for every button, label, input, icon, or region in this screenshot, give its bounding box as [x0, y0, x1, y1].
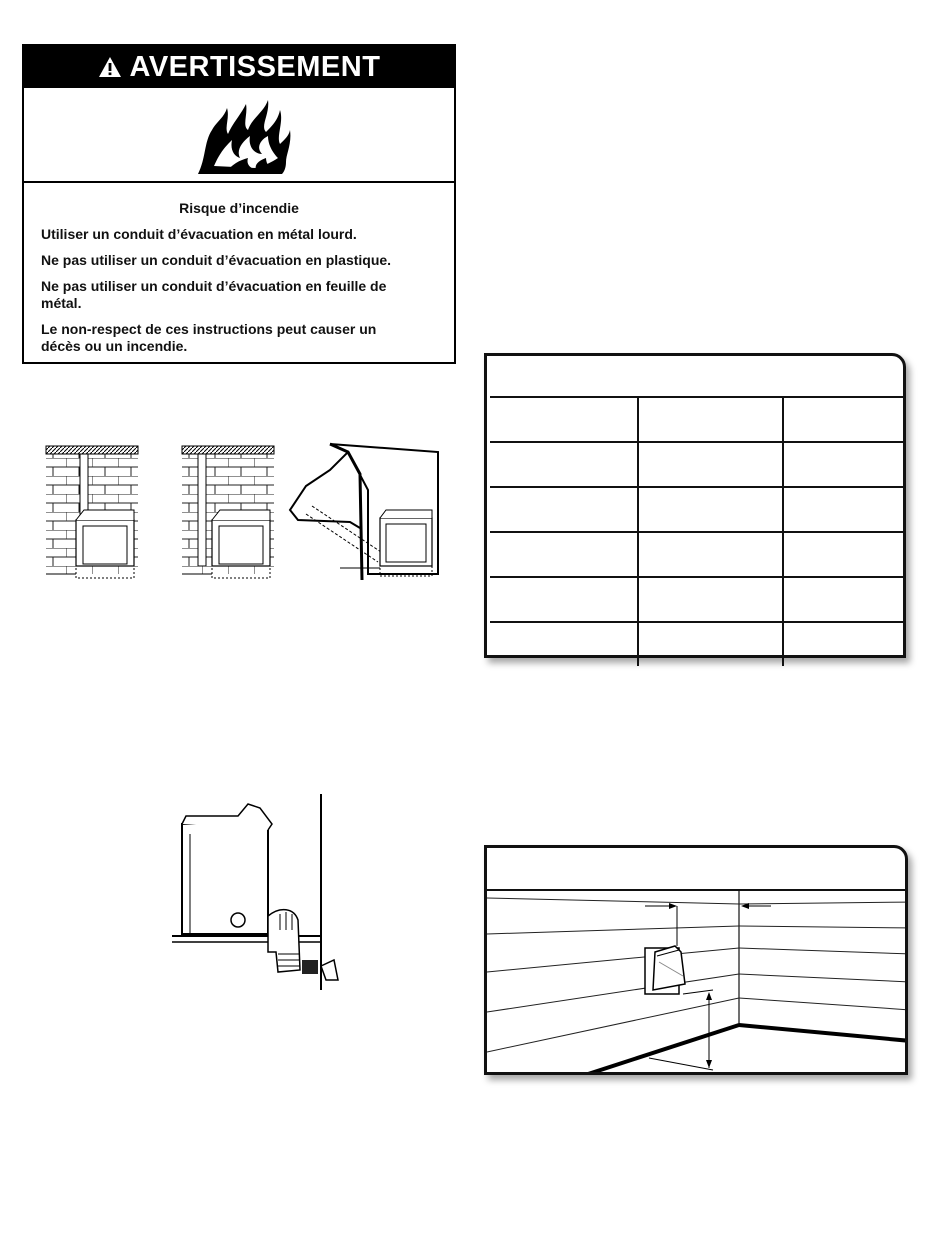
table-cell [490, 442, 638, 487]
venting-illustrations [40, 440, 440, 582]
table-row [490, 487, 906, 532]
warning-subtitle: Risque d’incendie [179, 200, 299, 216]
vent-table [484, 353, 910, 660]
exhaust-hood-wall-illustration [487, 886, 908, 1075]
warning-line: Ne pas utiliser un conduit d’évacuation en plastique. [41, 252, 392, 268]
warning-line: Ne pas utiliser un conduit d’évacuation en feuille de métal. [41, 278, 387, 311]
table-cell [490, 577, 638, 622]
exhaust-hood-panel [484, 845, 912, 1077]
table-row [490, 577, 906, 622]
table-cell [638, 577, 783, 622]
table-row [490, 442, 906, 487]
illustration-vertical-vent [46, 446, 138, 578]
table-row [490, 397, 906, 442]
table-cell [638, 532, 783, 577]
vent-table-grid [490, 396, 906, 666]
table-cell [490, 487, 638, 532]
table-cell [783, 577, 906, 622]
warning-line: Le non-respect de ces instructions peut causer un décès ou un incendie. [41, 321, 377, 354]
dryer-elbow-vent-illustration [168, 790, 348, 1000]
table-cell [783, 622, 906, 666]
warning-line: Utiliser un conduit d’évacuation en métal lourd. [41, 226, 357, 242]
fire-icon-area [24, 88, 454, 183]
table-cell [638, 487, 783, 532]
table-cell [638, 442, 783, 487]
table-row [490, 532, 906, 577]
table-cell [783, 397, 906, 442]
table-cell [490, 397, 638, 442]
illustration-wall-vent [290, 444, 438, 580]
illustration-side-vent [182, 446, 274, 578]
table-cell [783, 442, 906, 487]
warning-box [22, 44, 456, 364]
table-cell [638, 397, 783, 442]
warning-triangle-icon [98, 56, 122, 78]
warning-header [24, 46, 454, 88]
fire-icon [194, 96, 292, 176]
warning-title: AVERTISSEMENT [129, 50, 381, 83]
table-row [490, 622, 906, 666]
warning-text [24, 183, 454, 364]
table-cell [638, 622, 783, 666]
table-cell [490, 532, 638, 577]
table-cell [783, 487, 906, 532]
table-cell [783, 532, 906, 577]
table-cell [490, 622, 638, 666]
